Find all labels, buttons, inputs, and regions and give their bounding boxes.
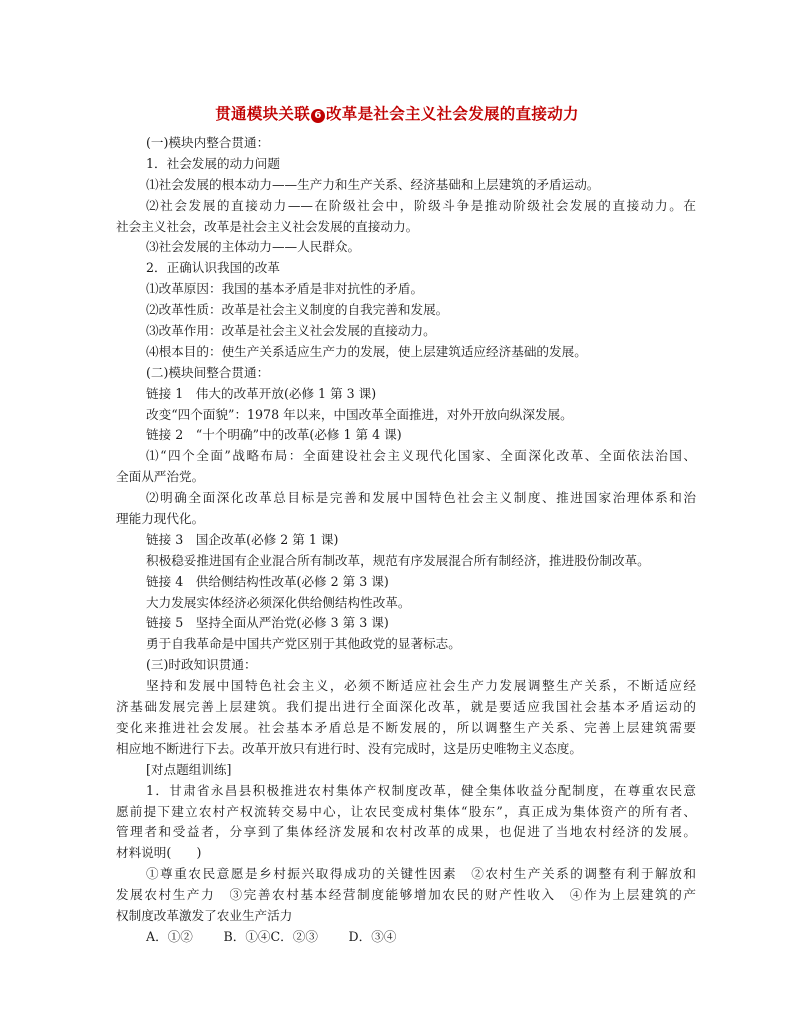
statement-line: ①尊重农民意愿是乡村振兴取得成功的关键性因素 ②农村生产关系的调整有利于解放和: [146, 866, 696, 882]
paragraph-line: ⑵社会发展的直接动力——在阶级社会中，阶级斗争是推动阶级社会发展的直接动力。在: [146, 197, 696, 213]
statement-line: 发展农村生产力 ③完善农村基本经营制度能够增加农民的财产性收入 ④作为上层建筑的产: [116, 887, 696, 903]
heading-current-affairs: (三)时政知识贯通：: [146, 657, 257, 673]
body-text: [116, 133, 696, 948]
link-heading: 链接 2 “十个明确”中的改革(必修 1 第 4 课): [146, 427, 402, 443]
paragraph-line: 勇于自我革命是中国共产党区别于其他政党的显著标志。: [146, 636, 461, 652]
question-stem: 材料说明( ): [116, 845, 202, 861]
paragraph-line: 大力发展实体经济必须深化供给侧结构性改革。: [146, 594, 411, 610]
link-heading: 链接 1 伟大的改革开放(必修 1 第 3 课): [146, 385, 377, 401]
paragraph-line: 全面从严治党。: [116, 469, 205, 485]
paragraph-line: 坚持和发展中国特色社会主义，必须不断适应社会生产力发展调整生产关系，不断适应经: [146, 678, 696, 694]
link-heading: 链接 3 国企改革(必修 2 第 1 课): [146, 531, 339, 547]
paragraph-line: ⑵改革性质：改革是社会主义制度的自我完善和发展。: [146, 302, 449, 318]
paragraph-line: ⑴改革原因：我国的基本矛盾是非对抗性的矛盾。: [146, 281, 424, 297]
paragraph-line: 变化来推进社会发展。社会基本矛盾总是不断发展的，所以调整生产关系、完善上层建筑需要: [116, 719, 696, 735]
paragraph-line: ⑶改革作用：改革是社会主义社会发展的直接动力。: [146, 323, 436, 339]
title-prefix: 贯通模块关联: [215, 105, 310, 123]
heading-module-internal: (一)模块内整合贯通：: [146, 135, 270, 150]
link-heading: 链接 5 坚持全面从严治党(必修 3 第 3 课): [146, 615, 389, 631]
title-number-badge: 6: [311, 109, 325, 123]
paragraph-line: 社会主义社会，改革是社会主义社会发展的直接动力。: [116, 218, 419, 234]
question-line: 管理者和受益者，分享到了集体经济发展和农村改革的成果，也促进了当地农村经济的发展。: [116, 824, 696, 840]
subheading-1: 1．社会发展的动力问题: [146, 155, 280, 171]
statement-line: 权制度改革激发了农业生产活力: [116, 907, 293, 923]
question-line: 1．甘肃省永昌县积极推进农村集体产权制度改革，健全集体收益分配制度，在尊重农民意: [146, 782, 696, 798]
paragraph-line: ⑵明确全面深化改革总目标是完善和发展中国特色社会主义制度、推进国家治理体系和治: [146, 490, 696, 506]
question-line: 愿前提下建立农村产权流转交易中心，让农民变成村集体“股东”，真正成为集体资产的所有者、: [116, 803, 696, 819]
exercise-heading: [对点题组训练]: [146, 761, 232, 777]
answer-options: A．①② B．①④C．②③ D．③④: [146, 928, 397, 944]
paragraph-line: ⑶社会发展的主体动力——人民群众。: [146, 239, 361, 255]
paragraph-line: ⑷根本目的：使生产关系适应生产力的发展，使上层建筑适应经济基础的发展。: [146, 343, 587, 359]
paragraph-line: 理能力现代化。: [116, 511, 205, 527]
subheading-2: 2．正确认识我国的改革: [146, 260, 280, 276]
section-title: [0, 102, 794, 124]
paragraph-line: 积极稳妥推进国有企业混合所有制改革，规范有序发展混合所有制经济，推进股份制改革。: [146, 552, 650, 568]
title-suffix: 改革是社会主义社会发展的直接动力: [326, 105, 579, 123]
paragraph-line: 济基础发展完善上层建筑。我们提出进行全面深化改革，就是要适应我国社会基本矛盾运动的: [116, 699, 696, 715]
paragraph-line: 改变“四个面貌”：1978 年以来，中国改革全面推进，对外开放向纵深发展。: [146, 406, 573, 422]
heading-module-between: (二)模块间整合贯通：: [146, 364, 270, 380]
paragraph-line: 相应地不断进行下去。改革开放只有进行时、没有完成时，这是历史唯物主义态度。: [116, 740, 582, 756]
paragraph-line: ⑴“四个全面”战略布局：全面建设社会主义现代化国家、全面深化改革、全面依法治国、: [146, 448, 696, 464]
paragraph-line: ⑴社会发展的根本动力——生产力和生产关系、经济基础和上层建筑的矛盾运动。: [146, 176, 600, 192]
link-heading: 链接 4 供给侧结构性改革(必修 2 第 3 课): [146, 573, 389, 589]
